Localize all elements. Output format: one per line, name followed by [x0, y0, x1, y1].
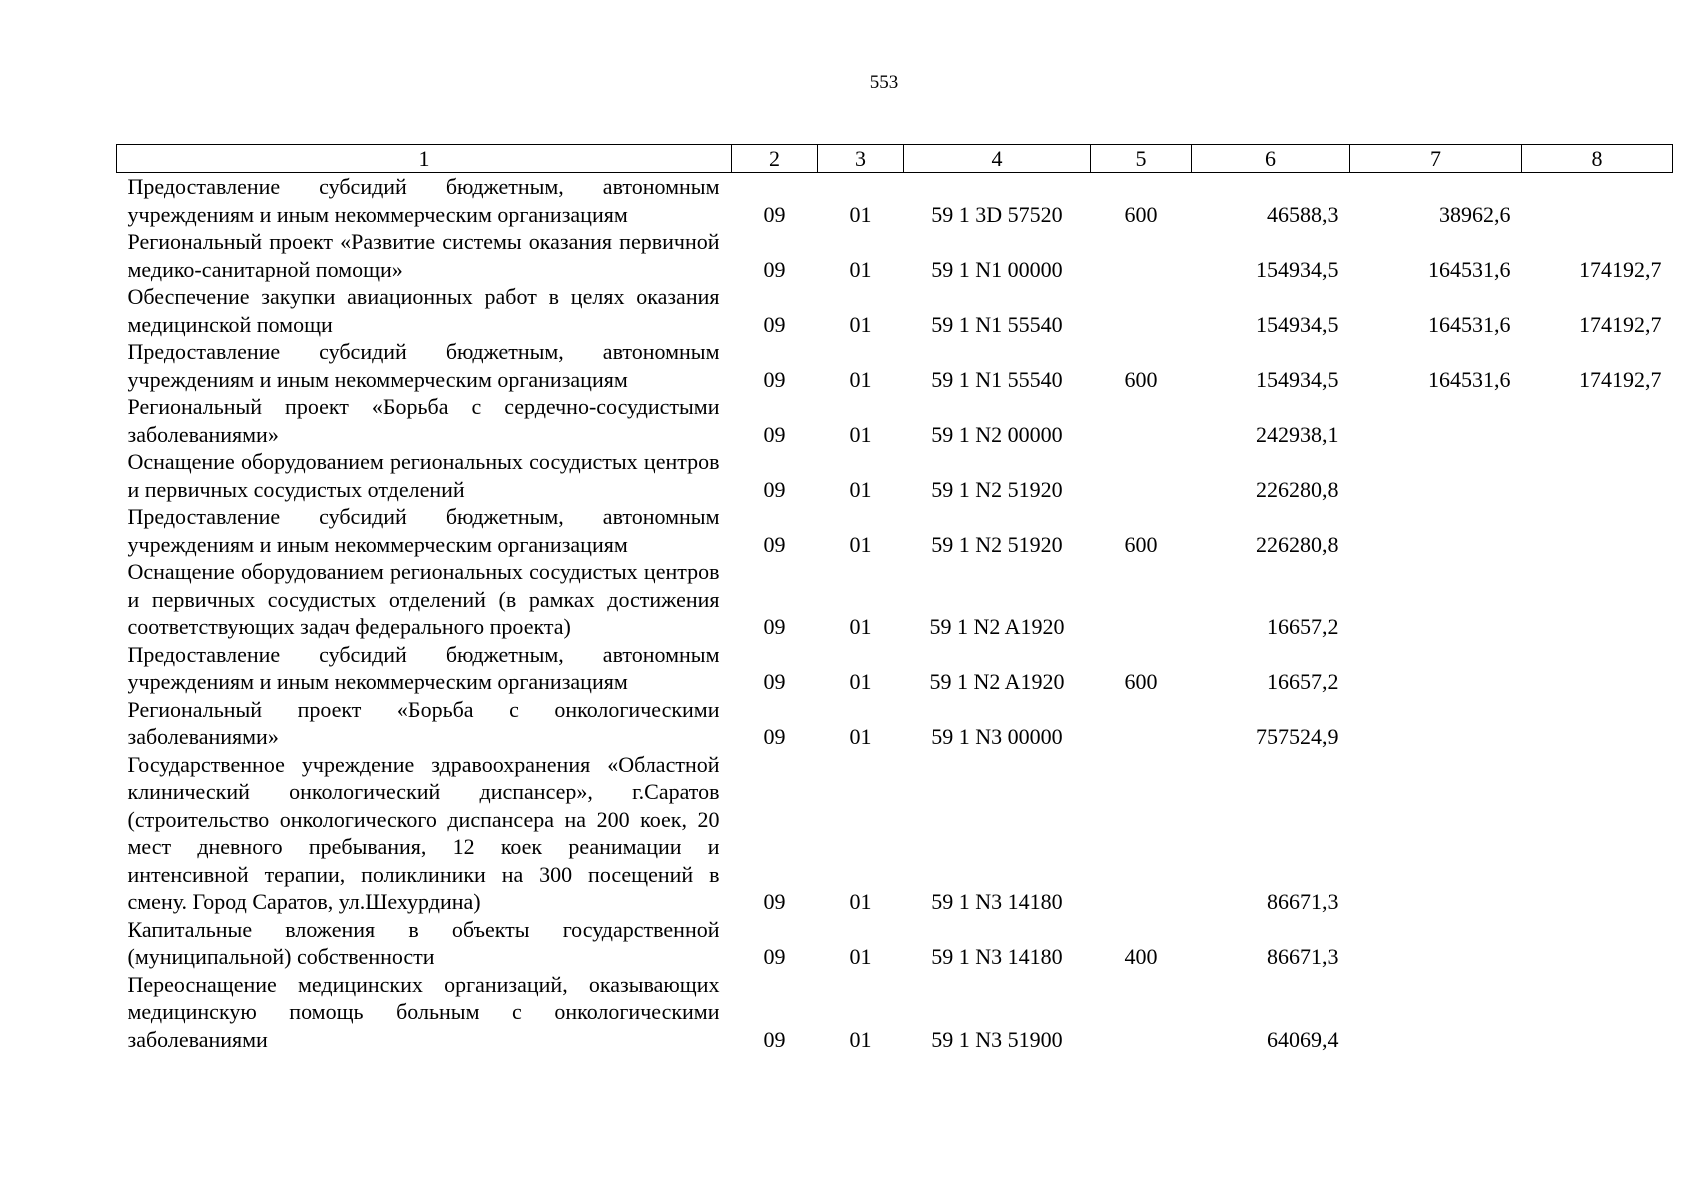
row-name: Региональный проект «Борьба с онкологическими заболеваниями» [127, 696, 720, 749]
column-header: 8 [1522, 145, 1673, 173]
column-header: 4 [904, 145, 1091, 173]
row-section-code: 09 [763, 311, 786, 337]
row-expense-type-code [1091, 283, 1192, 338]
row-expense-type-code [1091, 751, 1192, 916]
column-header: 7 [1350, 145, 1522, 173]
row-amount-col8 [1522, 696, 1673, 751]
row-amount-col8: 174192,7 [1579, 311, 1662, 337]
row-expense-type-code [1091, 971, 1192, 1054]
row-amount-col6: 16657,2 [1267, 614, 1339, 639]
column-header: 5 [1091, 145, 1192, 173]
row-target-article-code: 59 1 N1 55540 [931, 311, 1063, 337]
row-amount-col6: 242938,1 [1256, 421, 1339, 447]
row-amount-col8: 174192,7 [1579, 366, 1662, 392]
row-section-code: 09 [763, 256, 786, 282]
row-amount-col7: 164531,6 [1428, 256, 1511, 282]
row-expense-type-code [1091, 228, 1192, 283]
row-amount-col6: 86671,3 [1267, 889, 1339, 914]
row-target-article-code: 59 1 N2 A1920 [929, 669, 1065, 694]
row-amount-col8 [1522, 448, 1673, 503]
row-name: Предоставление субсидий бюджетным, автономным учреждениям и иным некоммерческим организациям [127, 504, 720, 557]
row-amount-col7 [1350, 751, 1522, 916]
row-amount-col7 [1350, 916, 1522, 971]
table-row [117, 448, 1673, 503]
row-amount-col8 [1522, 173, 1673, 229]
row-name: Государственное учреждение здравоохранения «Областной клинический онкологический диспансер», г.Саратов (строительство онкологического диспансера на 200 коек, 20 мест дневного пребывания, 12 коек реанимации и интенсивной терапии, поликлиники на 300 посещений в смену. Город Саратов, ул.Шехурдина) [127, 751, 720, 914]
row-expense-type-code [1091, 448, 1192, 503]
row-amount-col7: 164531,6 [1428, 366, 1511, 392]
row-expense-type-code [1091, 393, 1192, 448]
row-section-code: 09 [763, 476, 786, 502]
row-amount-col6: 86671,3 [1267, 944, 1339, 969]
row-target-article-code: 59 1 3D 57520 [931, 201, 1063, 227]
row-expense-type-code: 400 [1124, 944, 1158, 969]
row-amount-col7 [1350, 641, 1522, 696]
row-amount-col6: 154934,5 [1256, 256, 1339, 282]
row-section-code: 09 [763, 201, 786, 227]
row-amount-col7: 164531,6 [1428, 311, 1511, 337]
table-body [117, 173, 1673, 1054]
row-amount-col7 [1350, 503, 1522, 558]
row-subsection-code: 01 [849, 366, 872, 392]
row-amount-col6: 154934,5 [1256, 311, 1339, 337]
row-amount-col7 [1350, 558, 1522, 641]
row-subsection-code: 01 [849, 256, 872, 282]
table-row [117, 503, 1673, 558]
table-row [117, 393, 1673, 448]
row-subsection-code: 01 [849, 531, 872, 557]
row-amount-col8 [1522, 751, 1673, 916]
row-section-code: 09 [763, 944, 786, 969]
row-subsection-code: 01 [849, 944, 872, 969]
row-name: Оснащение оборудованием региональных сосудистых центров и первичных сосудистых отделений [127, 449, 720, 502]
row-target-article-code: 59 1 N2 00000 [931, 421, 1063, 447]
row-amount-col8 [1522, 916, 1673, 971]
table-header [117, 145, 1673, 173]
row-amount-col6: 226280,8 [1256, 476, 1339, 502]
table-row [117, 173, 1673, 229]
table-row [117, 916, 1673, 971]
row-amount-col6: 757524,9 [1256, 724, 1339, 749]
row-amount-col8 [1522, 393, 1673, 448]
row-amount-col8 [1522, 641, 1673, 696]
row-subsection-code: 01 [849, 614, 872, 639]
row-target-article-code: 59 1 N2 A1920 [929, 614, 1065, 639]
row-amount-col8 [1522, 558, 1673, 641]
row-target-article-code: 59 1 N3 14180 [931, 889, 1063, 914]
table-row [117, 751, 1673, 916]
row-subsection-code: 01 [849, 889, 872, 914]
row-section-code: 09 [763, 1026, 786, 1052]
row-target-article-code: 59 1 N3 51900 [931, 1026, 1063, 1052]
row-section-code: 09 [763, 366, 786, 392]
row-target-article-code: 59 1 N1 00000 [931, 256, 1063, 282]
row-target-article-code: 59 1 N2 51920 [931, 476, 1063, 502]
row-expense-type-code: 600 [1124, 669, 1158, 694]
row-subsection-code: 01 [849, 724, 872, 749]
row-amount-col7 [1350, 448, 1522, 503]
row-subsection-code: 01 [849, 311, 872, 337]
row-amount-col6: 64069,4 [1267, 1026, 1339, 1052]
row-section-code: 09 [763, 614, 786, 639]
table-row [117, 641, 1673, 696]
row-amount-col6: 16657,2 [1267, 669, 1339, 694]
row-name: Региональный проект «Борьба с сердечно-сосудистыми заболеваниями» [127, 394, 720, 447]
row-target-article-code: 59 1 N3 00000 [931, 724, 1063, 749]
row-amount-col7 [1350, 393, 1522, 448]
table-row [117, 696, 1673, 751]
row-name: Оснащение оборудованием региональных сосудистых центров и первичных сосудистых отделений (в рамках достижения соответствующих задач федерального проекта) [127, 559, 720, 639]
row-expense-type-code [1091, 696, 1192, 751]
row-name: Предоставление субсидий бюджетным, автономным учреждениям и иным некоммерческим организациям [127, 641, 720, 694]
row-subsection-code: 01 [849, 669, 872, 694]
table-row [117, 228, 1673, 283]
table-row [117, 283, 1673, 338]
row-target-article-code: 59 1 N3 14180 [931, 944, 1063, 969]
row-section-code: 09 [763, 669, 786, 694]
column-header: 6 [1192, 145, 1350, 173]
row-section-code: 09 [763, 421, 786, 447]
row-section-code: 09 [763, 724, 786, 749]
table-row [117, 338, 1673, 393]
row-amount-col6: 46588,3 [1267, 201, 1339, 227]
row-subsection-code: 01 [849, 476, 872, 502]
row-subsection-code: 01 [849, 421, 872, 447]
budget-table [116, 144, 1673, 1053]
row-target-article-code: 59 1 N1 55540 [931, 366, 1063, 392]
row-name: Региональный проект «Развитие системы оказания первичной медико-санитарной помощи» [127, 229, 720, 282]
row-name: Предоставление субсидий бюджетным, автономным учреждениям и иным некоммерческим организациям [127, 174, 720, 227]
row-amount-col7: 38962,6 [1439, 201, 1511, 227]
row-subsection-code: 01 [849, 1026, 872, 1052]
row-section-code: 09 [763, 889, 786, 914]
row-expense-type-code: 600 [1124, 201, 1158, 227]
row-expense-type-code: 600 [1124, 366, 1158, 392]
row-amount-col8: 174192,7 [1579, 256, 1662, 282]
table-row [117, 971, 1673, 1054]
column-header: 3 [818, 145, 904, 173]
row-amount-col8 [1522, 503, 1673, 558]
column-header: 1 [117, 145, 732, 173]
row-name: Предоставление субсидий бюджетным, автономным учреждениям и иным некоммерческим организациям [127, 339, 720, 392]
row-expense-type-code: 600 [1124, 531, 1158, 557]
table-row [117, 558, 1673, 641]
row-name: Капитальные вложения в объекты государственной (муниципальной) собственности [127, 916, 720, 969]
row-section-code: 09 [763, 531, 786, 557]
row-target-article-code: 59 1 N2 51920 [931, 531, 1063, 557]
row-subsection-code: 01 [849, 201, 872, 227]
page-number: 553 [869, 72, 899, 93]
row-name: Обеспечение закупки авиационных работ в целях оказания медицинской помощи [127, 284, 720, 337]
row-amount-col6: 154934,5 [1256, 366, 1339, 392]
row-expense-type-code [1091, 558, 1192, 641]
row-amount-col6: 226280,8 [1256, 531, 1339, 557]
column-header: 2 [732, 145, 818, 173]
row-amount-col7 [1350, 696, 1522, 751]
row-amount-col7 [1350, 971, 1522, 1054]
row-amount-col8 [1522, 971, 1673, 1054]
row-name: Переоснащение медицинских организаций, оказывающих медицинскую помощь больным с онкологическими заболеваниями [127, 971, 720, 1052]
